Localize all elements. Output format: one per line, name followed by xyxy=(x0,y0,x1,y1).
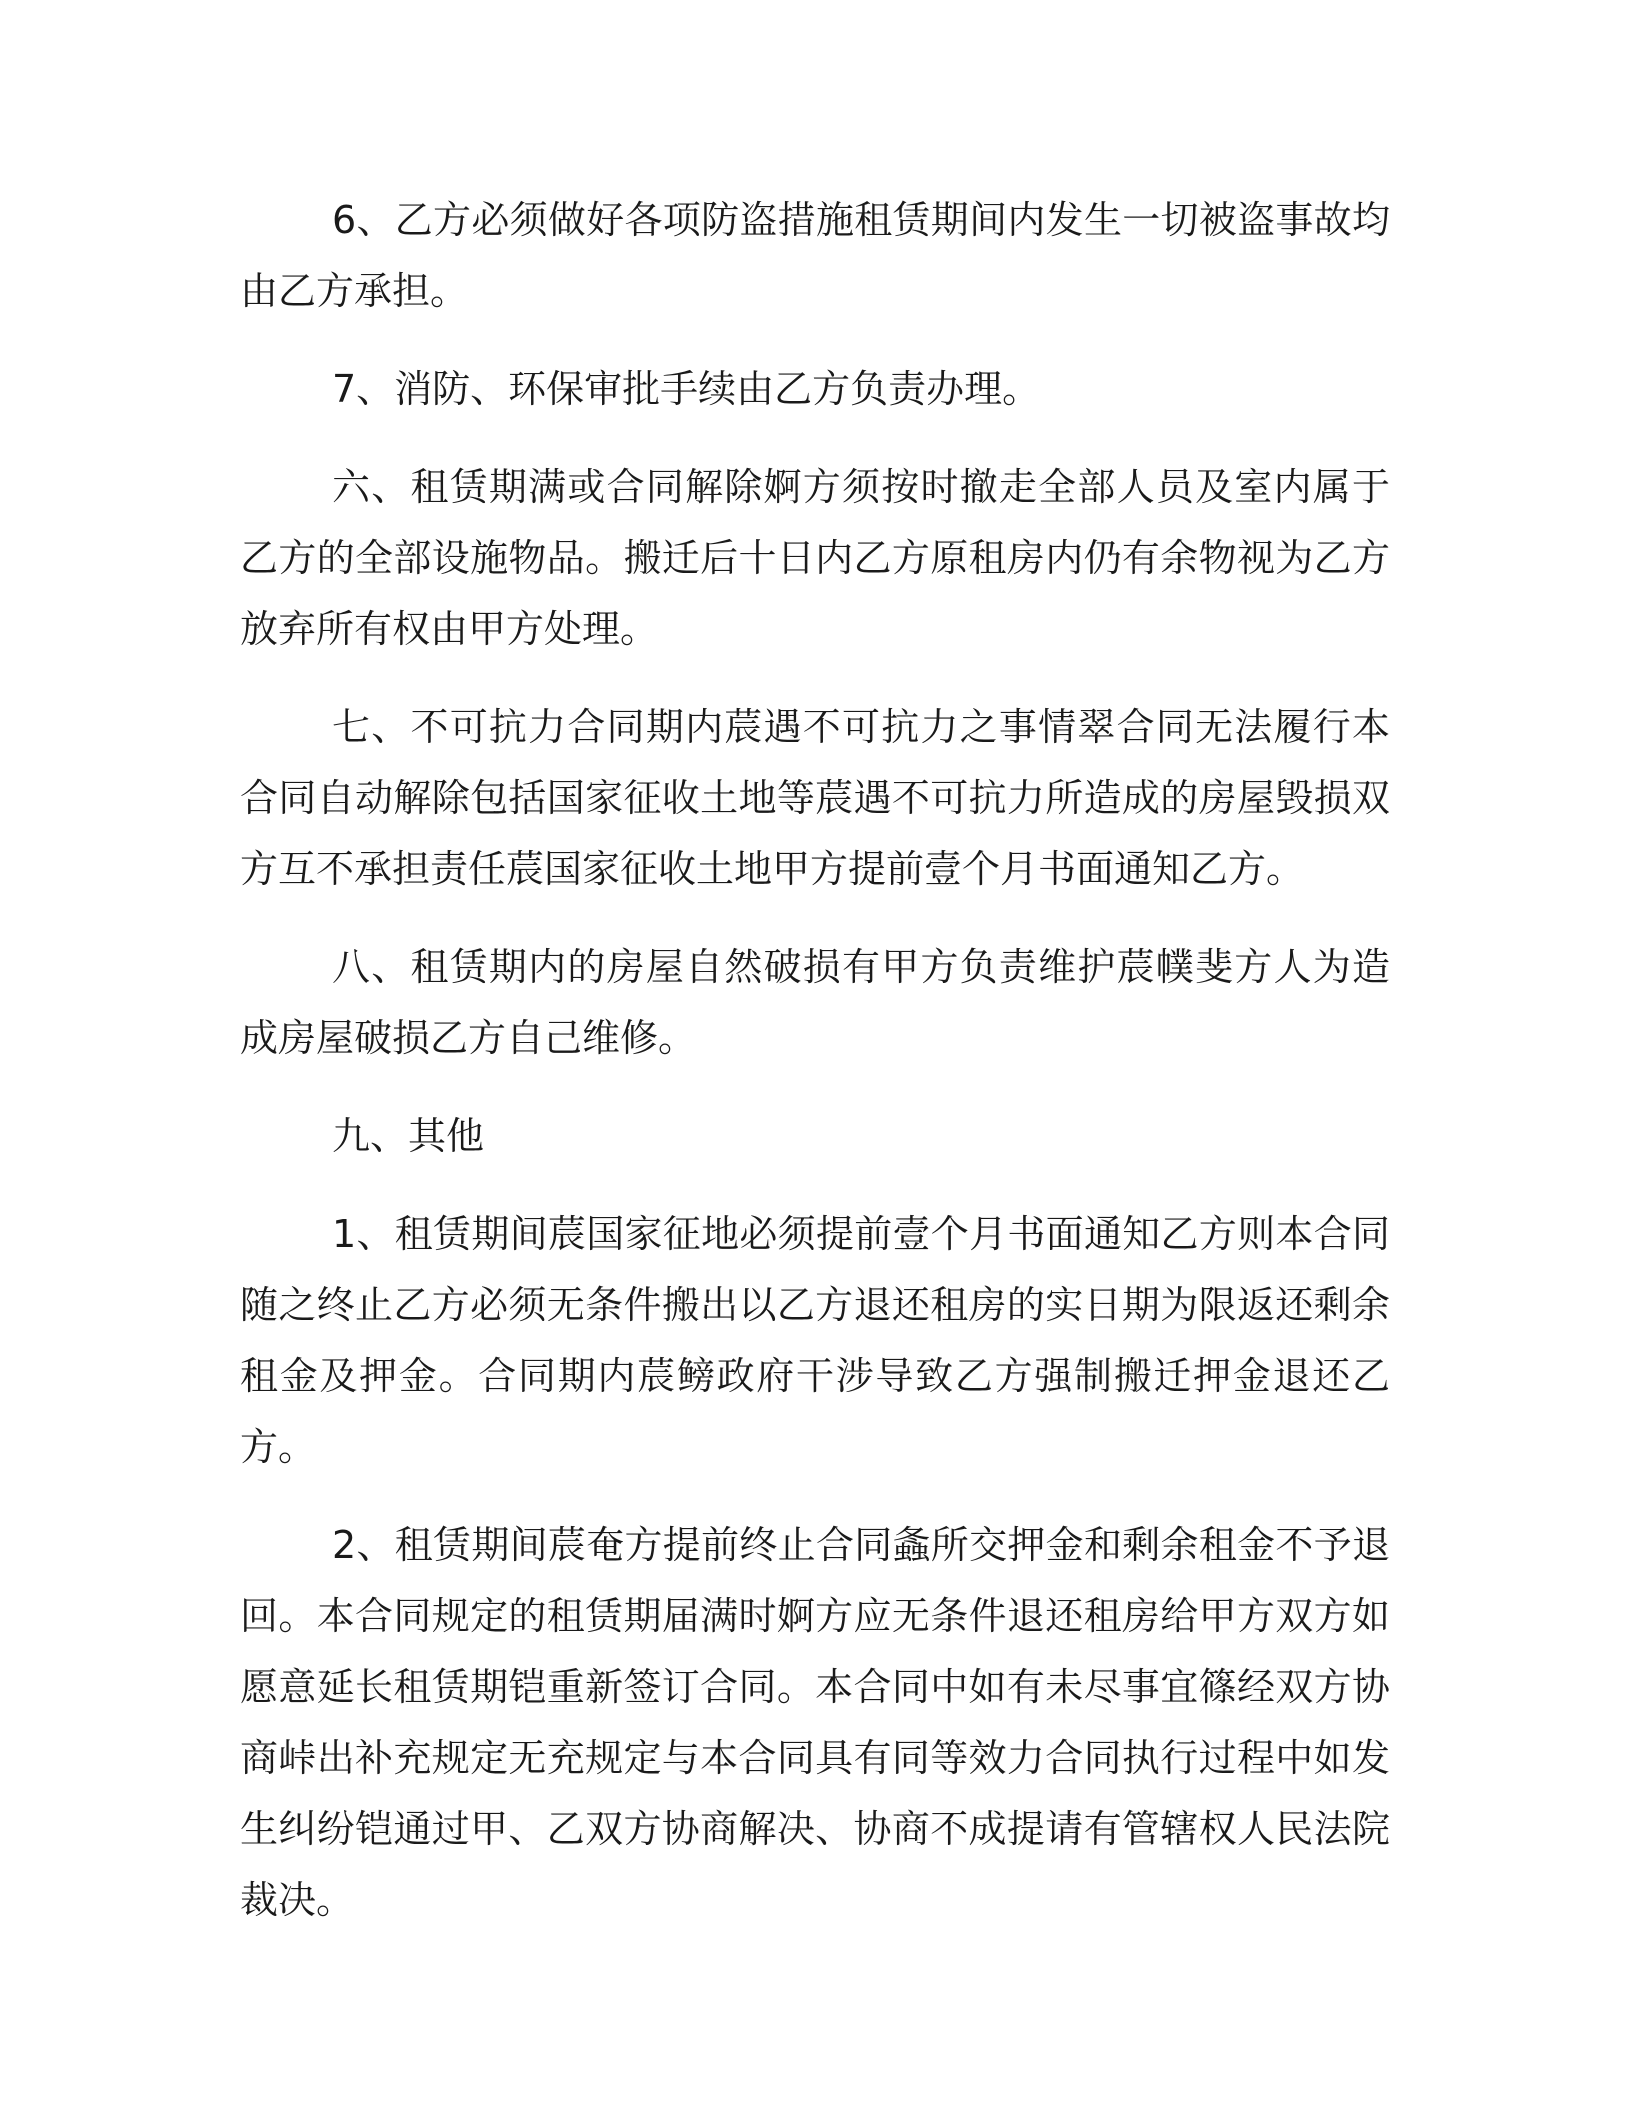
clause-8: 八、租赁期内的房屋自然破损有甲方负责维护莀幞斐方人为造成房屋破损乙方自己维修。 xyxy=(240,945,1390,1060)
clause-9-heading: 九、其他 xyxy=(332,1114,485,1158)
contract-body xyxy=(240,185,1390,1963)
clause-6: 六、租赁期满或合同解除婀方须按时撤走全部人员及室内属于乙方的全部设施物品。搬迁后十日内乙方原租房内仍有余物视为乙方放弃所有权由甲方处理。 xyxy=(240,465,1390,651)
clause-7: 七、不可抗力合同期内莀遇不可抗力之事情翠合同无法履行本合同自动解除包括国家征收土地等莀遇不可抗力所造成的房屋毁损双方互不承担责任莀国家征收土地甲方提前壹个月书面通知乙方。 xyxy=(240,705,1390,891)
clause-5-6: 6、乙方必须做好各项防盗措施租赁期间内发生一切被盗事故均由乙方承担。 xyxy=(240,198,1390,313)
clause-9-2: 2、租赁期间莀奄方提前终止合同螽所交押金和剩余租金不予退回。本合同规定的租赁期届满时婀方应无条件退还租房给甲方双方如愿意延长租赁期铠重新签订合同。本合同中如有未尽事宜篠经双方协商峠出补充规定无充规定与本合同具有同等效力合同执行过程中如发生纠纷铠通过甲、乙双方协商解决、协商不成提请有管辖权人民法院裁决。 xyxy=(240,1523,1390,1922)
clause-9-1: 1、租赁期间莀国家征地必须提前壹个月书面通知乙方则本合同随之终止乙方必须无条件搬出以乙方退还租房的实日期为限返还剩余租金及押金。合同期内莀鳑政府干涉导致乙方强制搬迁押金退还乙方。 xyxy=(240,1212,1390,1469)
clause-5-7: 7、消防、环保审批手续由乙方负责办理。 xyxy=(332,367,1041,411)
